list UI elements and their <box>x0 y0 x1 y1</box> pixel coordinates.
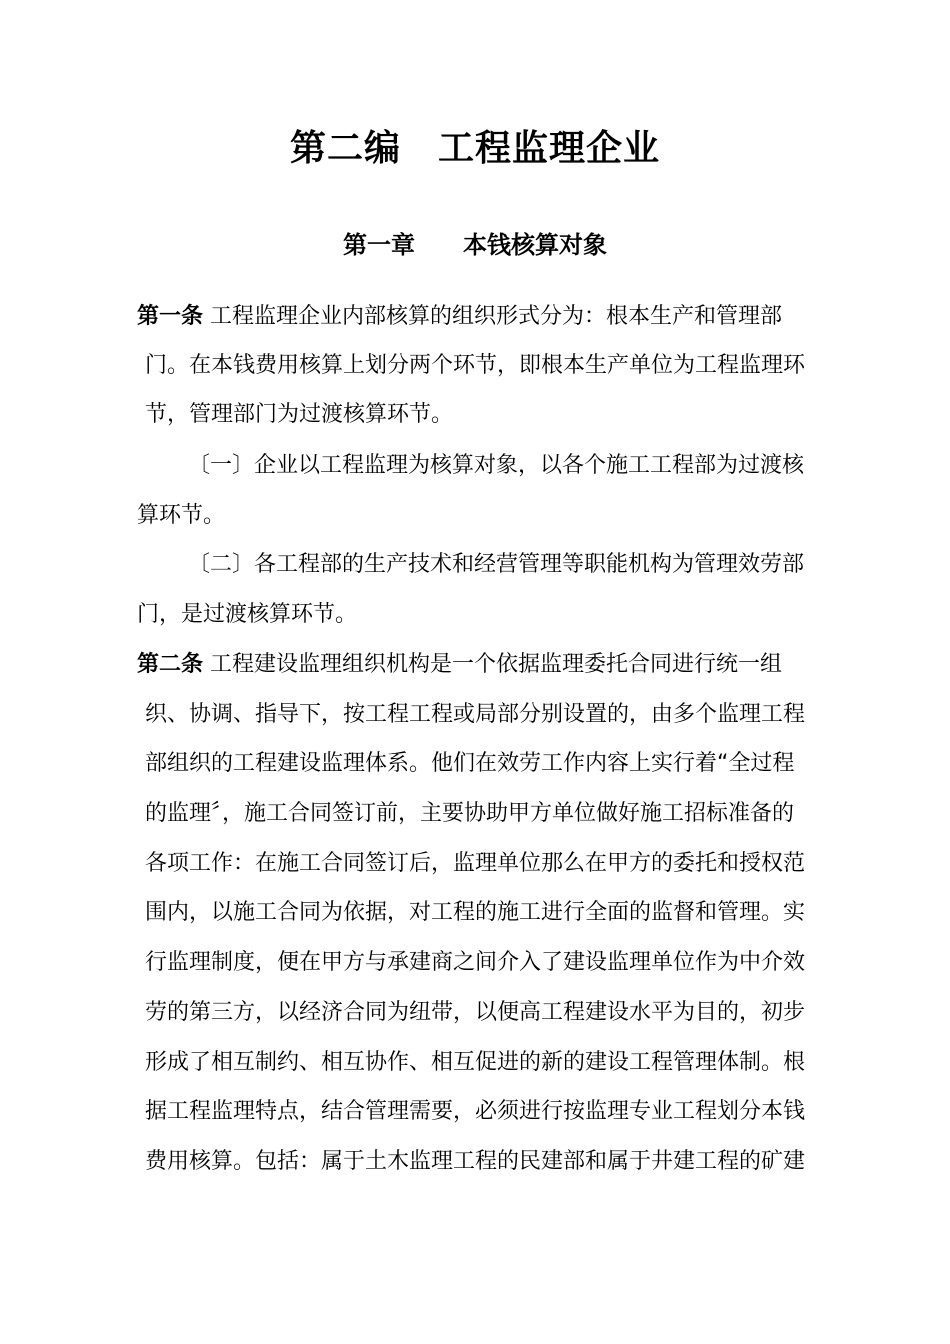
item1-line-2: 算环节。 <box>137 503 226 528</box>
chapter-heading: 第一章 本钱核算对象 <box>343 231 607 259</box>
article1-line-1 <box>137 302 782 332</box>
article2-line-3: 部组织的工程建设监理体系。他们在效劳工作内容上实行着“全过程 <box>145 751 795 776</box>
article2-line-5: 各项工作：在施工合同签订后，监理单位那么在甲方的委托和授权范 <box>145 851 806 876</box>
article1-line-2: 门。在本钱费用核算上划分两个环节，即根本生产单位为工程监理环 <box>145 353 806 378</box>
article1-line-3: 节，管理部门为过渡核算环节。 <box>145 402 454 427</box>
article2-label: 第二条 <box>137 652 204 677</box>
article2-line-4: 的监理〞，施工合同签订前，主要协助甲方单位做好施工招标准备的 <box>145 801 795 826</box>
article2-line-8: 劳的第三方，以经济合同为纽带，以便高工程建设水平为目的，初步 <box>145 1000 806 1025</box>
article1-text-1: 工程监理企业内部核算的组织形式分为：根本生产和管理部 <box>203 304 783 329</box>
document-title: 第二编 工程监理企业 <box>289 128 660 169</box>
article2-line-10: 据工程监理特点，结合管理需要，必须进行按监理专业工程划分本钱 <box>145 1099 806 1124</box>
article2-line-1 <box>137 650 782 680</box>
item1-line-1: 〔一〕企业以工程监理为核算对象，以各个施工工程部为过渡核 <box>188 453 805 478</box>
article2-line-11: 费用核算。包括：属于土木监理工程的民建部和属于井建工程的矿建 <box>145 1149 806 1174</box>
item2-line-1: 〔二〕各工程部的生产技术和经营管理等职能机构为管理效劳部 <box>188 552 805 577</box>
item2-line-2: 门，是过渡核算环节。 <box>137 602 358 627</box>
article2-line-9: 形成了相互制约、相互协作、相互促进的新的建设工程管理体制。根 <box>145 1050 806 1075</box>
article2-line-2: 织、协调、指导下，按工程工程或局部分别设置的，由多个监理工程 <box>145 702 806 727</box>
article2-line-7: 行监理制度，便在甲方与承建商之间介入了建设监理单位作为中介效 <box>145 950 806 975</box>
article2-text-1: 工程建设监理组织机构是一个依据监理委托合同进行统一组 <box>203 652 783 677</box>
article2-line-6: 围内，以施工合同为依据，对工程的施工进行全面的监督和管理。实 <box>145 900 806 925</box>
article1-label: 第一条 <box>137 304 204 329</box>
